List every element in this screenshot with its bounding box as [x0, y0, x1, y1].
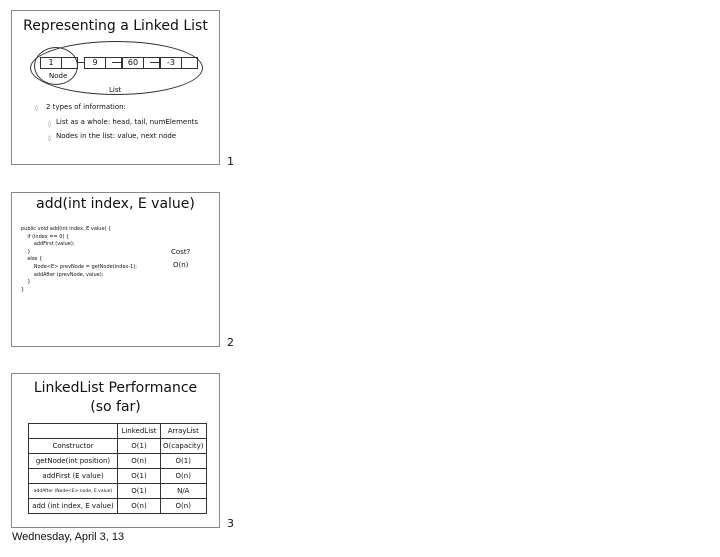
- code-line: else {: [21, 256, 43, 263]
- table-cell: addAfter (Node<E> node, E value): [29, 484, 118, 499]
- table-cell: O(1): [161, 454, 207, 469]
- code-line: if (index == 0) {: [21, 233, 70, 240]
- slide-number: 3: [227, 517, 234, 530]
- table-cell: O(1): [118, 469, 161, 484]
- table-row: [29, 454, 207, 469]
- slide-2: [11, 192, 220, 347]
- table-cell: O(1): [118, 439, 161, 454]
- table-cell: O(n): [161, 469, 207, 484]
- table-cell: O(capacity): [161, 439, 207, 454]
- code-line: Node<E> prevNode = getNode(index-1);: [21, 263, 137, 270]
- cost-label: Cost?: [171, 248, 191, 256]
- table-header-cell: [29, 424, 118, 439]
- code-line: public void add(int index, E value) {: [21, 226, 112, 232]
- table-cell: O(n): [118, 454, 161, 469]
- node-label: Node: [49, 72, 68, 80]
- table-cell: O(1): [118, 484, 161, 499]
- code-line: }: [21, 286, 25, 293]
- code-line: addFirst (value);: [21, 241, 75, 248]
- table-cell: O(n): [161, 499, 207, 514]
- table-cell: addFirst (E value): [29, 469, 118, 484]
- cost-value: O(n): [173, 261, 189, 269]
- code-line: }: [21, 248, 31, 255]
- table-header-row: [29, 424, 207, 439]
- slide-subtitle: (so far): [90, 399, 141, 415]
- slide-number: 2: [227, 336, 234, 349]
- node-box: -3: [160, 57, 198, 69]
- table-cell: add (int index, E value): [29, 499, 118, 514]
- bullet-icon: ◊: [48, 135, 51, 142]
- footer-date: Wednesday, April 3, 13: [12, 531, 125, 543]
- bullet-icon: ◊: [48, 121, 51, 128]
- table-cell: getNode(int position): [29, 454, 118, 469]
- table-row: [29, 499, 207, 514]
- bullet-text: 2 types of information:: [46, 103, 126, 111]
- slide-title: Representing a Linked List: [23, 18, 208, 34]
- sub-bullet-text: Nodes in the list: value, next node: [56, 132, 177, 140]
- table-row: [29, 484, 207, 499]
- code-line: }: [21, 279, 31, 286]
- sub-bullet-text: List as a whole: head, tail, numElements: [56, 118, 199, 126]
- table-cell: N/A: [161, 484, 207, 499]
- link-arrow: [150, 62, 160, 63]
- bullet-icon: ◊: [35, 105, 38, 112]
- code-block: [21, 226, 137, 294]
- slide-number: 1: [227, 155, 234, 168]
- node-box: 9: [84, 57, 122, 69]
- slide-title: add(int index, E value): [36, 196, 195, 212]
- link-arrow: [112, 62, 122, 63]
- slide-3: [11, 373, 220, 528]
- table-header-cell: ArrayList: [161, 424, 207, 439]
- table-row: [29, 469, 207, 484]
- table-header-cell: LinkedList: [118, 424, 161, 439]
- code-line: addAfter (prevNode, value);: [21, 271, 104, 278]
- node-box: 1: [40, 57, 78, 69]
- slide-title: LinkedList Performance: [33, 380, 198, 396]
- list-label: List: [109, 86, 122, 94]
- slide-1: [11, 10, 220, 165]
- table-row: [29, 439, 207, 454]
- performance-table: [28, 423, 207, 514]
- node-box: 60: [122, 57, 160, 69]
- table-cell: Constructor: [29, 439, 118, 454]
- table-cell: O(n): [118, 499, 161, 514]
